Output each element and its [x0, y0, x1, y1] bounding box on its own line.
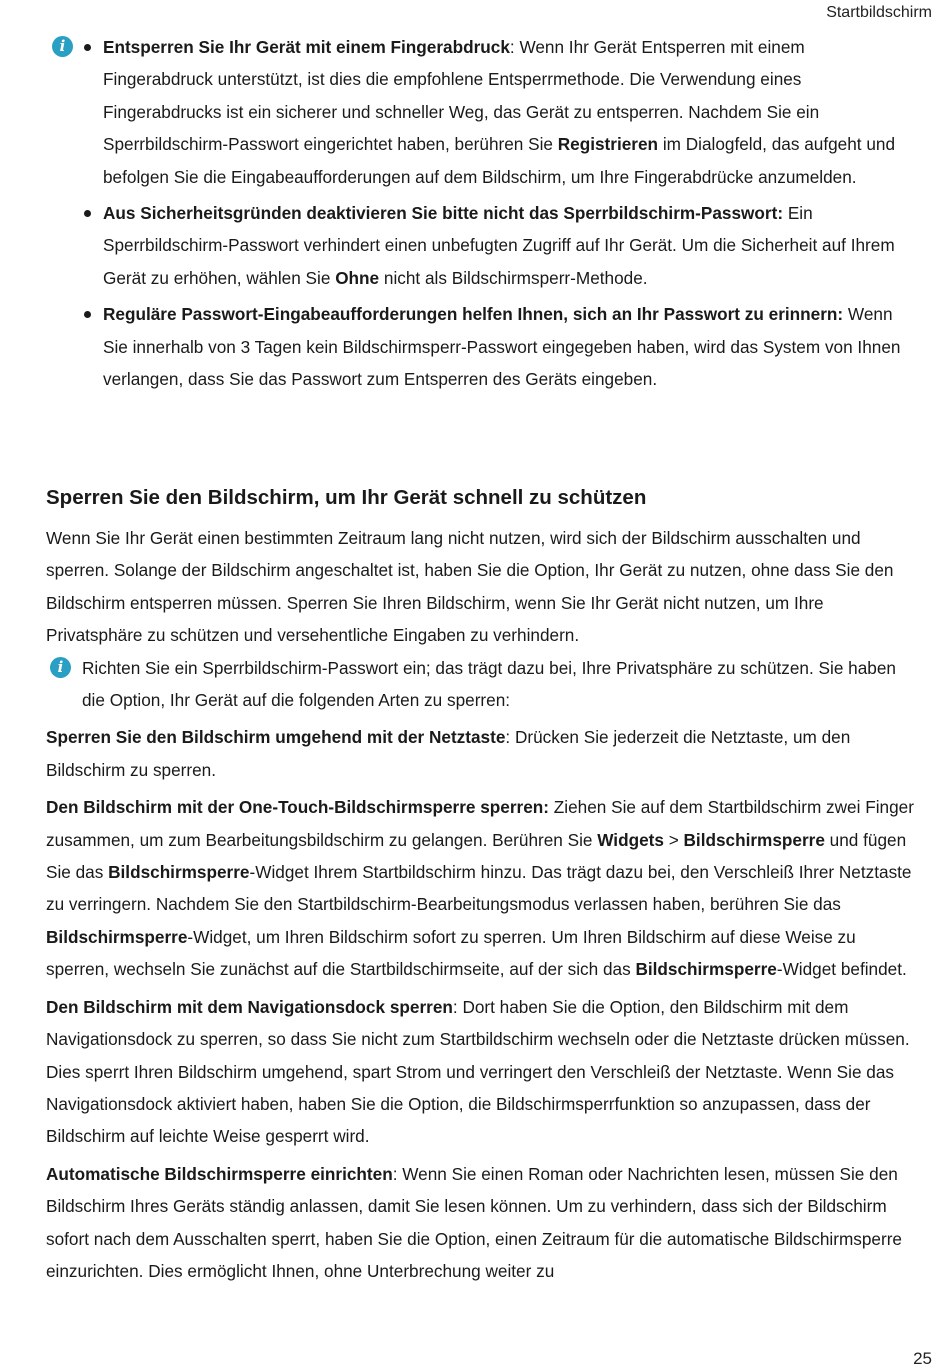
ui-term: Ohne [335, 267, 380, 288]
paragraph-power-key: Sperren Sie den Bildschirm umgehend mit der Netztaste: Drücken Sie jederzeit die Netztaste, um den Bildschirm zu sperren. [46, 727, 851, 780]
paragraph-one-touch-lock: Den Bildschirm mit der One-Touch-Bildschirmsperre sperren: Ziehen Sie auf dem Startbildschirm zwei Finger zusammen, um zum Bearbeitungsbildschirm zu gelangen. Berühren Sie Widgets > Bildschirmsperre und fügen Sie das Bildschirmsperre-Widget Ihrem Startbildschirm hinzu. Das trägt dazu bei, den Verschleiß Ihrer Netztaste zu verringern. Nachdem Sie den Startbildschirm-Bearbeitungsmodus verlassen haben, berühren Sie das Bildschirmsperre-Widget, um Ihren Bildschirm sofort zu sperren. Um Ihren Bildschirm auf diese Weise zu sperren, wechseln Sie zunächst auf die Startbildschirmseite, auf der sich das Bildschirmsperre-Widget befindet. [46, 797, 914, 980]
bullet-title: Reguläre Passwort-Eingabeaufforderungen helfen Ihnen, sich an Ihr Passwort zu erinnern: [103, 304, 844, 325]
paragraph-auto-lock: Automatische Bildschirmsperre einrichten: Wenn Sie einen Roman oder Nachrichten lesen, müssen Sie den Bildschirm Ihres Geräts ständig anlassen, damit Sie lesen können. Um zu verhindern, dass sich der Bildschirm sofort nach dem Ausschalten sperrt, haben Sie die Option, einen Zeitraum für die automatische Bildschirmsperre einzurichten. Dies ermöglicht Ihnen, ohne Unterbrechung weiter zu [46, 1163, 902, 1281]
section-heading: Sperren Sie den Bildschirm, um Ihr Gerät schnell zu schützen [46, 486, 647, 509]
bullet-title: Aus Sicherheitsgründen deaktivieren Sie bitte nicht das Sperrbildschirm-Passwort: [103, 203, 784, 224]
paragraph-navigation-dock: Den Bildschirm mit dem Navigationsdock sperren: Dort haben Sie die Option, den Bildschirm mit dem Navigationsdock zu sperren, so dass Sie nicht zum Startbildschirm wechseln oder die Netztaste drücken müssen. Dies sperrt Ihren Bildschirm umgehend, spart Strom und verringert den Verschleiß der Netztaste. Wenn Sie das Navigationsdock aktiviert haben, haben Sie die Option, die Bildschirmsperrfunktion so anzupassen, dass der Bildschirm auf leichte Weise gesperrt wird. [46, 996, 910, 1147]
tips-list [82, 31, 902, 399]
note-text: Richten Sie ein Sperrbildschirm-Passwort ein; das trägt dazu bei, Ihre Privatsphäre zu schützen. Sie haben die Option, Ihr Gerät auf die folgenden Arten zu sperren: [82, 657, 896, 711]
intro-paragraph: Wenn Sie Ihr Gerät einen bestimmten Zeitraum lang nicht nutzen, wird sich der Bildschirm ausschalten und sperren. Solange der Bildschirm angeschaltet ist, haben Sie die Option, Ihr Gerät zu nutzen, ohne dass Sie den Bildschirm entsperren müssen. Sperren Sie Ihren Bildschirm, wenn Sie Ihr Gerät nicht nutzen, um Ihre Privatsphäre zu schützen und versehentliche Eingaben zu verhindern. [46, 528, 894, 646]
running-header: Startbildschirm [826, 4, 932, 21]
info-icon: i [50, 657, 71, 678]
list-item: Aus Sicherheitsgründen deaktivieren Sie bitte nicht das Sperrbildschirm-Passwort: Ein Sperrbildschirm-Passwort verhindert einen unbefugten Zugriff auf Ihr Gerät. Um die Sicherheit auf Ihrem Gerät zu erhöhen, wählen Sie Ohne nicht als Bildschirmsperr-Methode. [82, 197, 902, 294]
bullet-title: Entsperren Sie Ihr Gerät mit einem Fingerabdruck [103, 37, 510, 57]
info-icon: i [52, 36, 73, 57]
note-box [46, 652, 918, 717]
list-item: Reguläre Passwort-Eingabeaufforderungen helfen Ihnen, sich an Ihr Passwort zu erinnern: Wenn Sie innerhalb von 3 Tagen kein Bildschirmsperr-Passwort eingegeben haben, wird das System von Ihnen verlangen, dass Sie das Passwort zum Entsperren des Geräts eingeben. [82, 298, 902, 395]
ui-term: Registrieren [557, 134, 659, 155]
section-lock-screen [46, 478, 918, 1292]
list-item: Entsperren Sie Ihr Gerät mit einem Fingerabdruck: Wenn Ihr Gerät Entsperren mit einem Fingerabdruck unterstützt, ist dies die empfohlene Entsperrmethode. Die Verwendung eines Fingerabdrucks ist ein sicherer und schneller Weg, das Gerät zu entsperren. Nachdem Sie ein Sperrbildschirm-Passwort eingerichtet haben, berühren Sie Registrieren im Dialogfeld, das aufgeht und befolgen Sie die Eingabeaufforderungen auf dem Bildschirm, um Ihre Fingerabdrücke anzumelden. [82, 31, 902, 193]
page-number: 25 [913, 1349, 932, 1368]
